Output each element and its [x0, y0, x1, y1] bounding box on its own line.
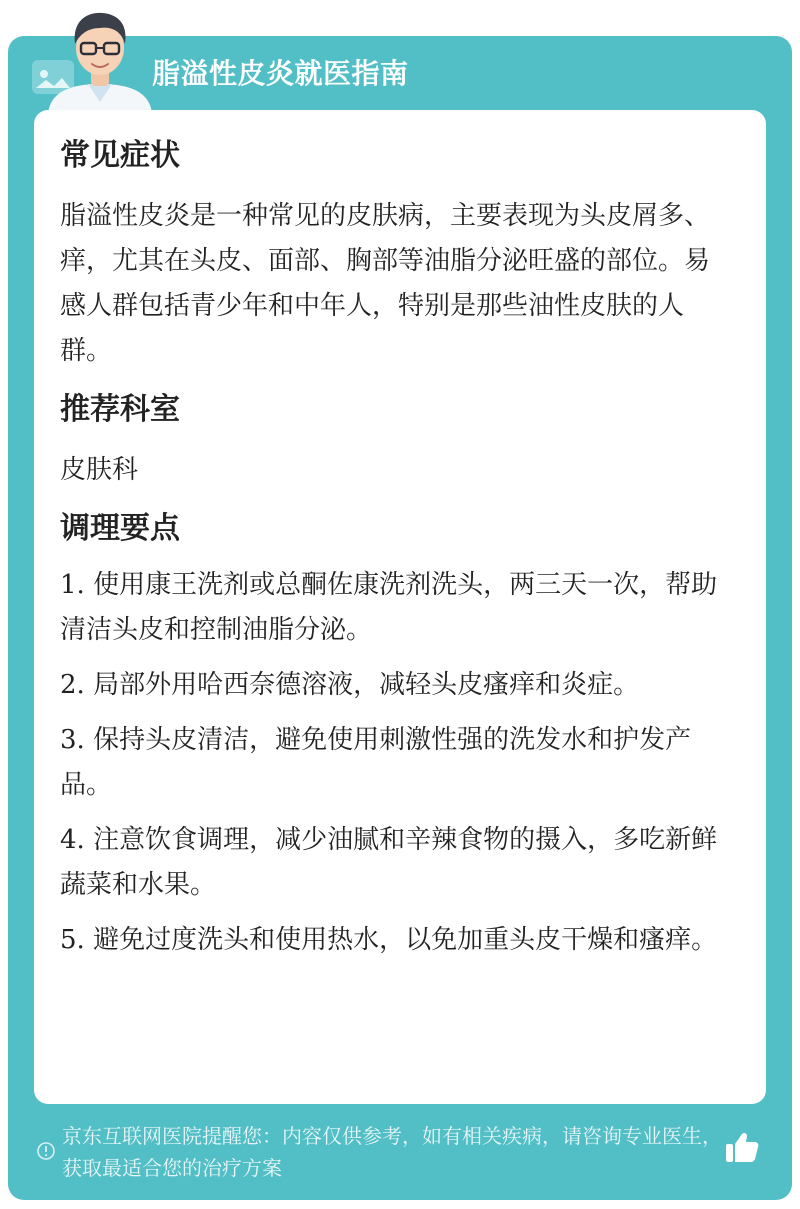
list-item — [60, 718, 732, 808]
list-item-text: 避免过度洗头和使用热水，以免加重头皮干燥和瘙痒。 — [84, 925, 718, 955]
symptoms-heading: 常见症状 — [60, 138, 180, 173]
symptoms-section — [60, 132, 732, 374]
list-item-number: 2. — [60, 670, 85, 700]
department-heading: 推荐科室 — [60, 392, 180, 427]
list-item-text: 注意饮食调理，减少油腻和辛辣食物的摄入，多吃新鲜蔬菜和水果。 — [60, 825, 718, 900]
symptoms-text: 脂溢性皮炎是一种常见的皮肤病，主要表现为头皮屑多、痒，尤其在头皮、面部、胸部等油脂分泌旺盛的部位。易感人群包括青少年和中年人，特别是那些油性皮肤的人群。 — [60, 201, 711, 366]
care-list — [60, 563, 732, 963]
content — [60, 132, 732, 973]
page-title: 脂溢性皮炎就医指南 — [152, 57, 409, 90]
thumbs-up-icon[interactable] — [724, 1130, 760, 1164]
info-icon — [36, 1141, 56, 1161]
list-item-number: 3. — [60, 725, 85, 755]
doctor-avatar — [42, 4, 158, 114]
list-item — [60, 663, 732, 708]
content-card — [34, 110, 766, 1104]
footer-notice: 京东互联网医院提醒您：内容仅供参考，如有相关疾病，请咨询专业医生，获取最适合您的治疗方案 — [62, 1124, 722, 1180]
list-item — [60, 563, 732, 653]
list-item-number: 5. — [60, 925, 85, 955]
department-section — [60, 386, 732, 493]
list-item-text: 保持头皮清洁，避免使用刺激性强的洗发水和护发产品。 — [60, 725, 692, 800]
care-heading: 调理要点 — [60, 511, 180, 546]
list-item-number: 1. — [60, 570, 85, 600]
list-item — [60, 818, 732, 908]
list-item — [60, 918, 732, 963]
list-item-text: 使用康王洗剂或总酮佐康洗剂洗头，两三天一次，帮助清洁头皮和控制油脂分泌。 — [60, 570, 718, 645]
list-item-text: 局部外用哈西奈德溶液，减轻头皮瘙痒和炎症。 — [84, 670, 640, 700]
list-item-number: 4. — [60, 825, 85, 855]
care-section — [60, 505, 732, 963]
department-text: 皮肤科 — [60, 455, 139, 485]
